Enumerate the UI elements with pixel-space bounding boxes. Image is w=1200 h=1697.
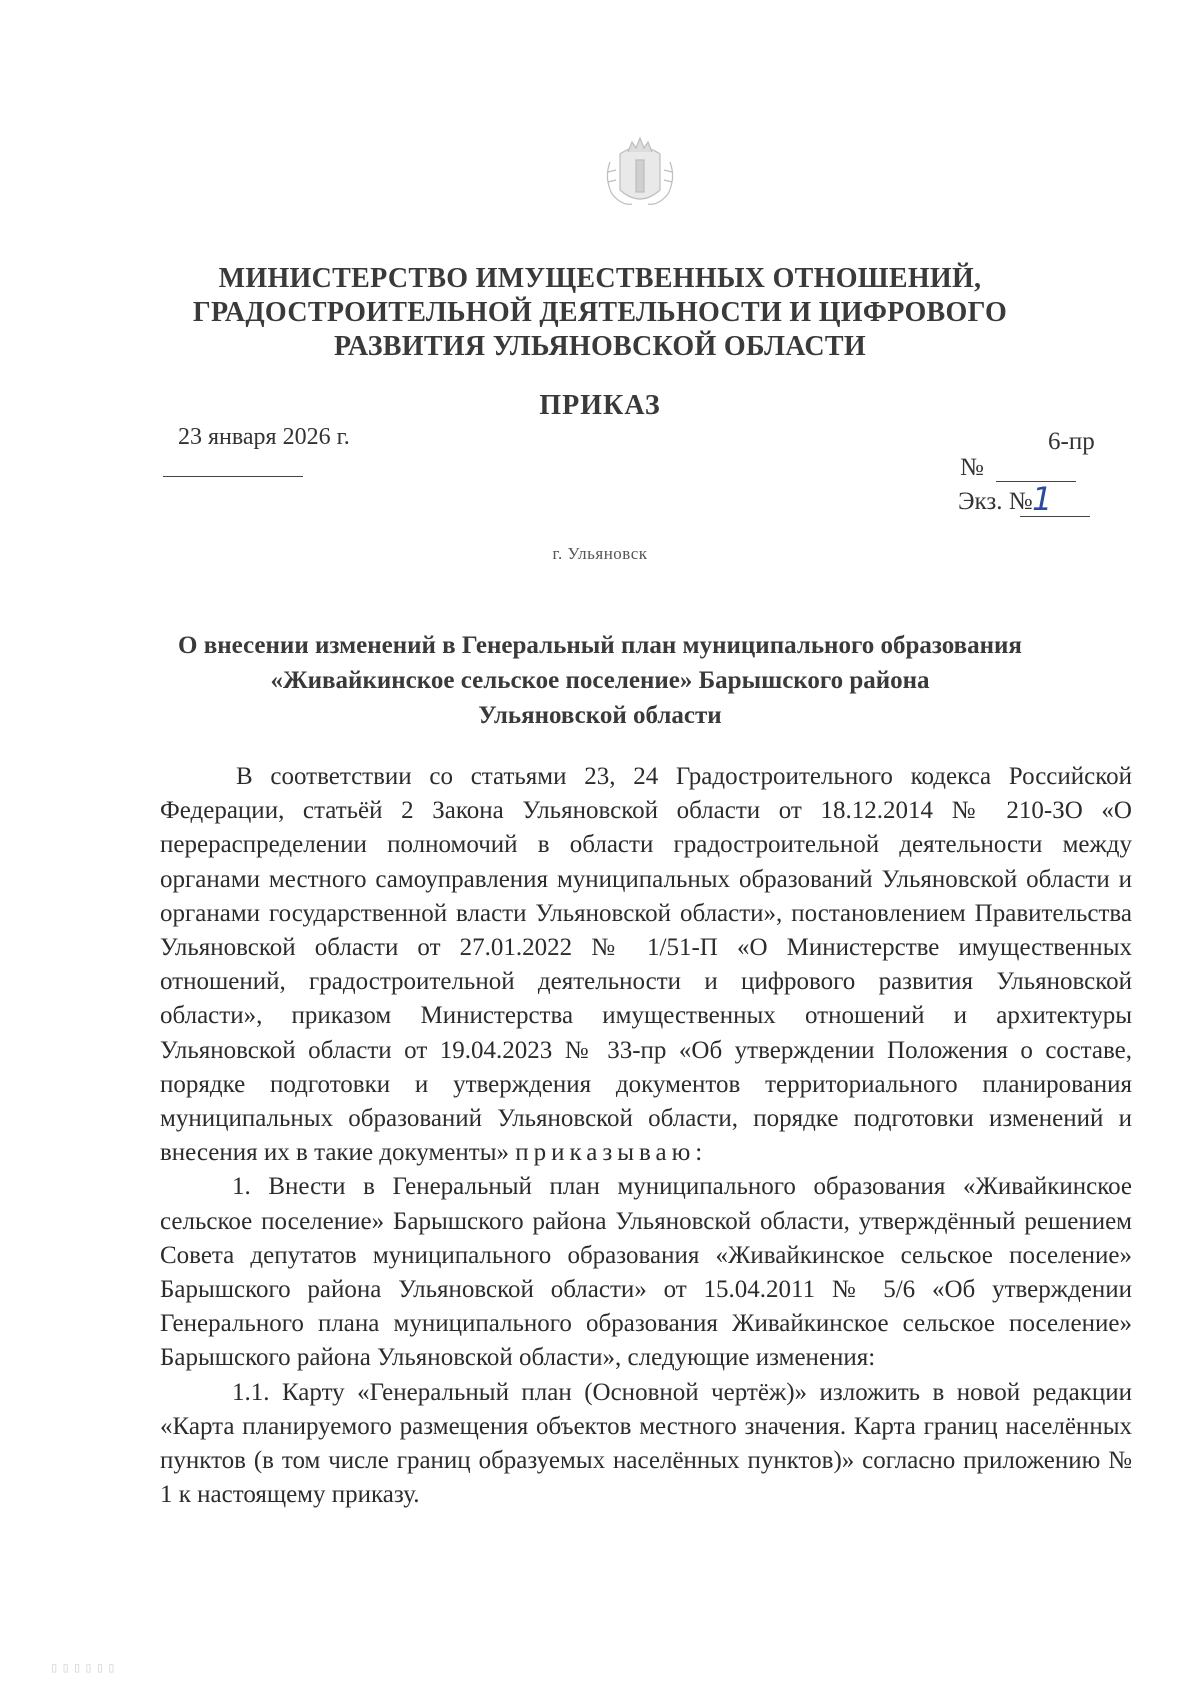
ministry-line: МИНИСТЕРСТВО ИМУЩЕСТВЕННЫХ ОТНОШЕНИЙ, bbox=[218, 263, 982, 294]
date-underline bbox=[163, 476, 303, 477]
copy-underline bbox=[1020, 516, 1090, 517]
ministry-line: РАЗВИТИЯ УЛЬЯНОВСКОЙ ОБЛАСТИ bbox=[334, 331, 866, 362]
preamble-text: В соответствии со статьями 23, 24 Градостроительного кодекса Российской Федерации, статьёй 2 Закона Ульяновской области от 18.12.2014 № 210-ЗО «О перераспределении полномочий в области градостроительной деятельности между органами местного самоуправления муниципальных образований Ульяновской области и органами государственной власти Ульяновской области», постановлением Правительства Ульяновской области от 27.01.2022 № 1/51-П «О Министерстве имущественных отношений, градостроительной деятельности и цифрового развития Ульяновской области», приказом Министерства имущественных отношений и архитектуры Ульяновской области от 19.04.2023 № 33-пр «Об утверждении Положения о составе, порядке подготовки и утверждения документов территориального планирования муниципальных образований Ульяновской области, порядке подготовки изменений и внесения их в такие документы» bbox=[160, 763, 1132, 1167]
preamble-paragraph bbox=[160, 760, 1132, 1170]
order-date: 23 января 2026 г. bbox=[178, 424, 350, 450]
document-body bbox=[160, 760, 1132, 1512]
order-number-label: № bbox=[960, 454, 984, 481]
title-line: «Живайкинское сельское поселение» Барышского района bbox=[270, 667, 930, 694]
city: г. Ульяновск bbox=[552, 544, 648, 563]
order-word: приказываю: bbox=[515, 1139, 708, 1167]
title-line: О внесении изменений в Генеральный план муниципального образования bbox=[178, 632, 1022, 659]
document-title bbox=[160, 628, 1040, 733]
ulyanovsk-coat-of-arms-icon bbox=[598, 132, 682, 216]
copy-number: 1 bbox=[1032, 480, 1053, 518]
ministry-line: ГРАДОСТРОИТЕЛЬНОЙ ДЕЯТЕЛЬНОСТИ И ЦИФРОВОГО bbox=[192, 297, 1008, 328]
faint-stamp-mark: ▯▯▯▯▯▯ bbox=[50, 1660, 119, 1676]
document-type: ПРИКАЗ bbox=[539, 390, 661, 421]
title-line: Ульяновской области bbox=[478, 702, 722, 729]
ministry-name bbox=[160, 262, 1040, 364]
copy-number-label: Экз. № bbox=[958, 488, 1033, 515]
order-number: 6-пр bbox=[1048, 428, 1095, 455]
item-1-1-paragraph: 1.1. Карту «Генеральный план (Основной чертёж)» изложить в новой редакции «Карта планируемого размещения объектов местного значения. Карта границ населённых пунктов (в том числе границ образуемых населённых пунктов)» согласно приложению № 1 к настоящему приказу. bbox=[160, 1378, 1132, 1509]
item-1-paragraph: 1. Внести в Генеральный план муниципального образования «Живайкинское сельское поселение» Барышского района Ульяновской области, утверждённый решением Совета депутатов муниципального образования «Живайкинское сельское поселение» Барышского района Ульяновской области» от 15.04.2011 № 5/6 «Об утверждении Генерального плана муниципального образования Живайкинское сельское поселение» Барышского района Ульяновской области», следующие изменения: bbox=[160, 1173, 1132, 1372]
